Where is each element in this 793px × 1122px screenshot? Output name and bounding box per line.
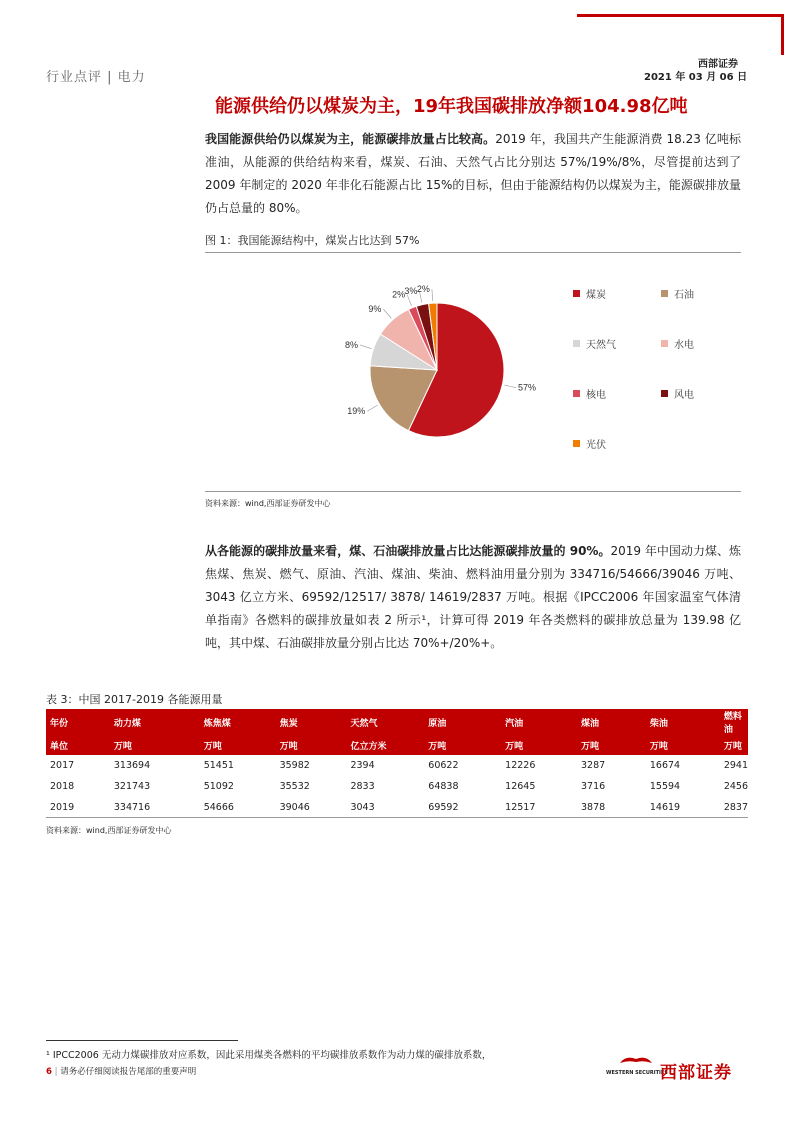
table-cell: 3716 (581, 781, 606, 792)
pie-leader-line (432, 289, 433, 301)
table-cell: 54666 (203, 802, 234, 813)
brand-english: WESTERN SECURITIES (606, 1070, 668, 1076)
table-cell: 51092 (203, 781, 234, 792)
legend-item (573, 336, 616, 351)
paragraph-1 (205, 128, 741, 220)
paragraph-2-lead: 从各能源的碳排放量来看，煤、石油碳排放量占比达能源碳排放量的 90%。 (205, 544, 611, 558)
table-cell: 321743 (113, 781, 151, 792)
table-unit-cell: 亿立方米 (346, 735, 424, 755)
table-header-row (46, 709, 748, 735)
table-header-cell: 炼焦煤 (200, 709, 276, 735)
table-cell: 60622 (428, 760, 459, 771)
legend-swatch (661, 290, 668, 297)
figure-caption: 图 1：我国能源结构中，煤炭占比达到 57% (205, 234, 420, 247)
table-unit-cell: 万吨 (720, 735, 748, 755)
legend-label: 核电 (586, 390, 606, 401)
table-cell: 35532 (279, 781, 310, 792)
table-row (46, 755, 748, 776)
table-unit-row (46, 735, 748, 755)
table-caption: 表 3：中国 2017-2019 各能源用量 (46, 693, 223, 706)
legend-swatch (661, 340, 668, 347)
header-rule-vertical (781, 14, 784, 55)
pie-leader-line (360, 345, 371, 349)
table-cell: 2941 (723, 760, 748, 771)
table-cell: 35982 (279, 760, 310, 771)
table-cell: 3287 (581, 760, 606, 771)
breadcrumb: 行业点评 | 电力 (46, 70, 146, 85)
report-date: 2021 年 03 月 06 日 (644, 72, 748, 83)
table-unit-cell: 万吨 (424, 735, 501, 755)
legend-item (661, 336, 694, 351)
legend-item (573, 286, 606, 301)
pie-label-3: 9% (368, 304, 382, 315)
table-unit-cell: 万吨 (110, 735, 200, 755)
table-cell: 3878 (581, 802, 606, 813)
paragraph-2 (205, 540, 741, 655)
legend-label: 水电 (674, 340, 694, 351)
table-cell: 14619 (649, 802, 681, 813)
table-source: 资料来源：wind,西部证券研发中心 (46, 826, 172, 835)
pie-leader-line (367, 405, 377, 411)
table-cell: 2394 (350, 760, 375, 771)
legend-swatch (573, 440, 580, 447)
energy-pie-chart (330, 284, 550, 460)
header-rule (577, 14, 782, 17)
footnote-rule (46, 1040, 238, 1041)
legend-swatch (573, 390, 580, 397)
table-unit-cell: 万吨 (501, 735, 577, 755)
table-cell: 12645 (505, 781, 536, 792)
page-footer: 6 | 请务必仔细阅读报告尾部的重要声明 (46, 1067, 197, 1077)
table-header-cell: 柴油 (646, 709, 720, 735)
figure-source: 资料来源：wind,西部证券研发中心 (205, 499, 331, 508)
pie-label-4: 2% (392, 289, 406, 300)
table-cell: 2833 (350, 781, 375, 792)
table-cell: 2019 (50, 802, 75, 813)
paragraph-2-body: 2019 年中国动力煤、炼焦煤、焦炭、燃气、原油、汽油、煤油、柴油、燃料油用量分别为 334716/54666/39046 万吨、3043 亿立方米、69592/12517/ 3878/ 14619/2837 万吨。根据《IPCC2006 年国家温室气体清单指南》各燃料的碳排放量如表 2 所示¹，计算可得 2019 年各类燃料的碳排放总量为 139.98 亿吨，其中煤、石油碳排放量分别占比达 70%+/20%+。 (205, 544, 741, 650)
table-bottom-rule (46, 817, 748, 818)
legend-label: 煤炭 (586, 290, 606, 301)
table-cell: 2017 (50, 760, 75, 771)
table-cell: 334716 (113, 802, 151, 813)
table-cell: 313694 (113, 760, 151, 771)
table-cell: 2837 (723, 802, 748, 813)
pie-label-1: 19% (347, 406, 366, 417)
legend-label: 光伏 (586, 440, 606, 451)
legend-label: 天然气 (586, 340, 616, 351)
brand-logo-text: 西部证券 (660, 1063, 732, 1083)
energy-usage-table (46, 709, 748, 818)
table-header-cell: 焦炭 (276, 709, 347, 735)
table-row (46, 797, 748, 818)
table-unit-cell: 万吨 (646, 735, 720, 755)
table-header-cell: 天然气 (346, 709, 424, 735)
table-cell: 39046 (279, 802, 310, 813)
pie-leader-line (407, 295, 411, 306)
table-header-cell: 年份 (46, 709, 110, 735)
pie-label-5: 3% (404, 285, 418, 296)
header-company: 西部证券 (698, 59, 738, 70)
table-header-cell: 原油 (424, 709, 501, 735)
bull-logo-icon (616, 1053, 656, 1067)
table-cell: 3043 (350, 802, 375, 813)
legend-swatch (661, 390, 668, 397)
table-cell: 16674 (649, 760, 681, 771)
table-header-cell: 汽油 (501, 709, 577, 735)
pie-leader-line (504, 385, 516, 388)
legend-item (573, 436, 606, 451)
legend-item (661, 386, 694, 401)
legend-swatch (573, 290, 580, 297)
disclaimer: 请务必仔细阅读报告尾部的重要声明 (60, 1067, 197, 1077)
table-header-cell: 燃料油 (720, 709, 748, 735)
table-cell: 15594 (649, 781, 681, 792)
footnote: ¹ IPCC2006 无动力煤碳排放对应系数，因此采用煤类各燃料的平均碳排放系数作为动力煤的碳排放系数， (46, 1050, 492, 1061)
legend-item (661, 286, 694, 301)
pie-leader-line (383, 309, 391, 318)
table-unit-cell: 万吨 (200, 735, 276, 755)
pie-label-0: 57% (518, 382, 537, 393)
table-header-cell: 动力煤 (110, 709, 200, 735)
table-cell: 64838 (428, 781, 459, 792)
section-headline: 能源供给仍以煤炭为主，19年我国碳排放净额104.98亿吨 (215, 96, 688, 117)
figure-top-rule (205, 252, 741, 253)
figure-bottom-rule (205, 491, 741, 492)
table-unit-cell: 单位 (46, 735, 110, 755)
table-row (46, 776, 748, 797)
table-unit-cell: 万吨 (577, 735, 646, 755)
pie-label-6: 2% (416, 284, 430, 295)
pie-label-2: 8% (344, 339, 358, 350)
legend-label: 石油 (674, 290, 694, 301)
table-unit-cell: 万吨 (276, 735, 347, 755)
legend-swatch (573, 340, 580, 347)
table-cell: 2018 (50, 781, 75, 792)
table-cell: 12226 (505, 760, 536, 771)
table-cell: 2456 (723, 781, 748, 792)
pie-legend (573, 286, 733, 456)
table-cell: 51451 (203, 760, 234, 771)
legend-label: 风电 (674, 390, 694, 401)
legend-item (573, 386, 606, 401)
paragraph-1-body: 2019 年，我国共产生能源消费 18.23 亿吨标准油，从能源的供给结构来看，煤炭、石油、天然气占比分别达 57%/19%/8%，尽管提前达到了 2009 年制定的 2020 年非化石能源占比 15%的目标，但由于能源结构仍以煤炭为主，能源碳排放量仍占总量的 80%。 (205, 132, 741, 215)
table-cell: 69592 (428, 802, 459, 813)
table-header-cell: 煤油 (577, 709, 646, 735)
table-cell: 12517 (505, 802, 536, 813)
page-number: 6 (46, 1067, 52, 1077)
paragraph-1-lead: 我国能源供给仍以煤炭为主，能源碳排放量占比较高。 (205, 132, 496, 146)
